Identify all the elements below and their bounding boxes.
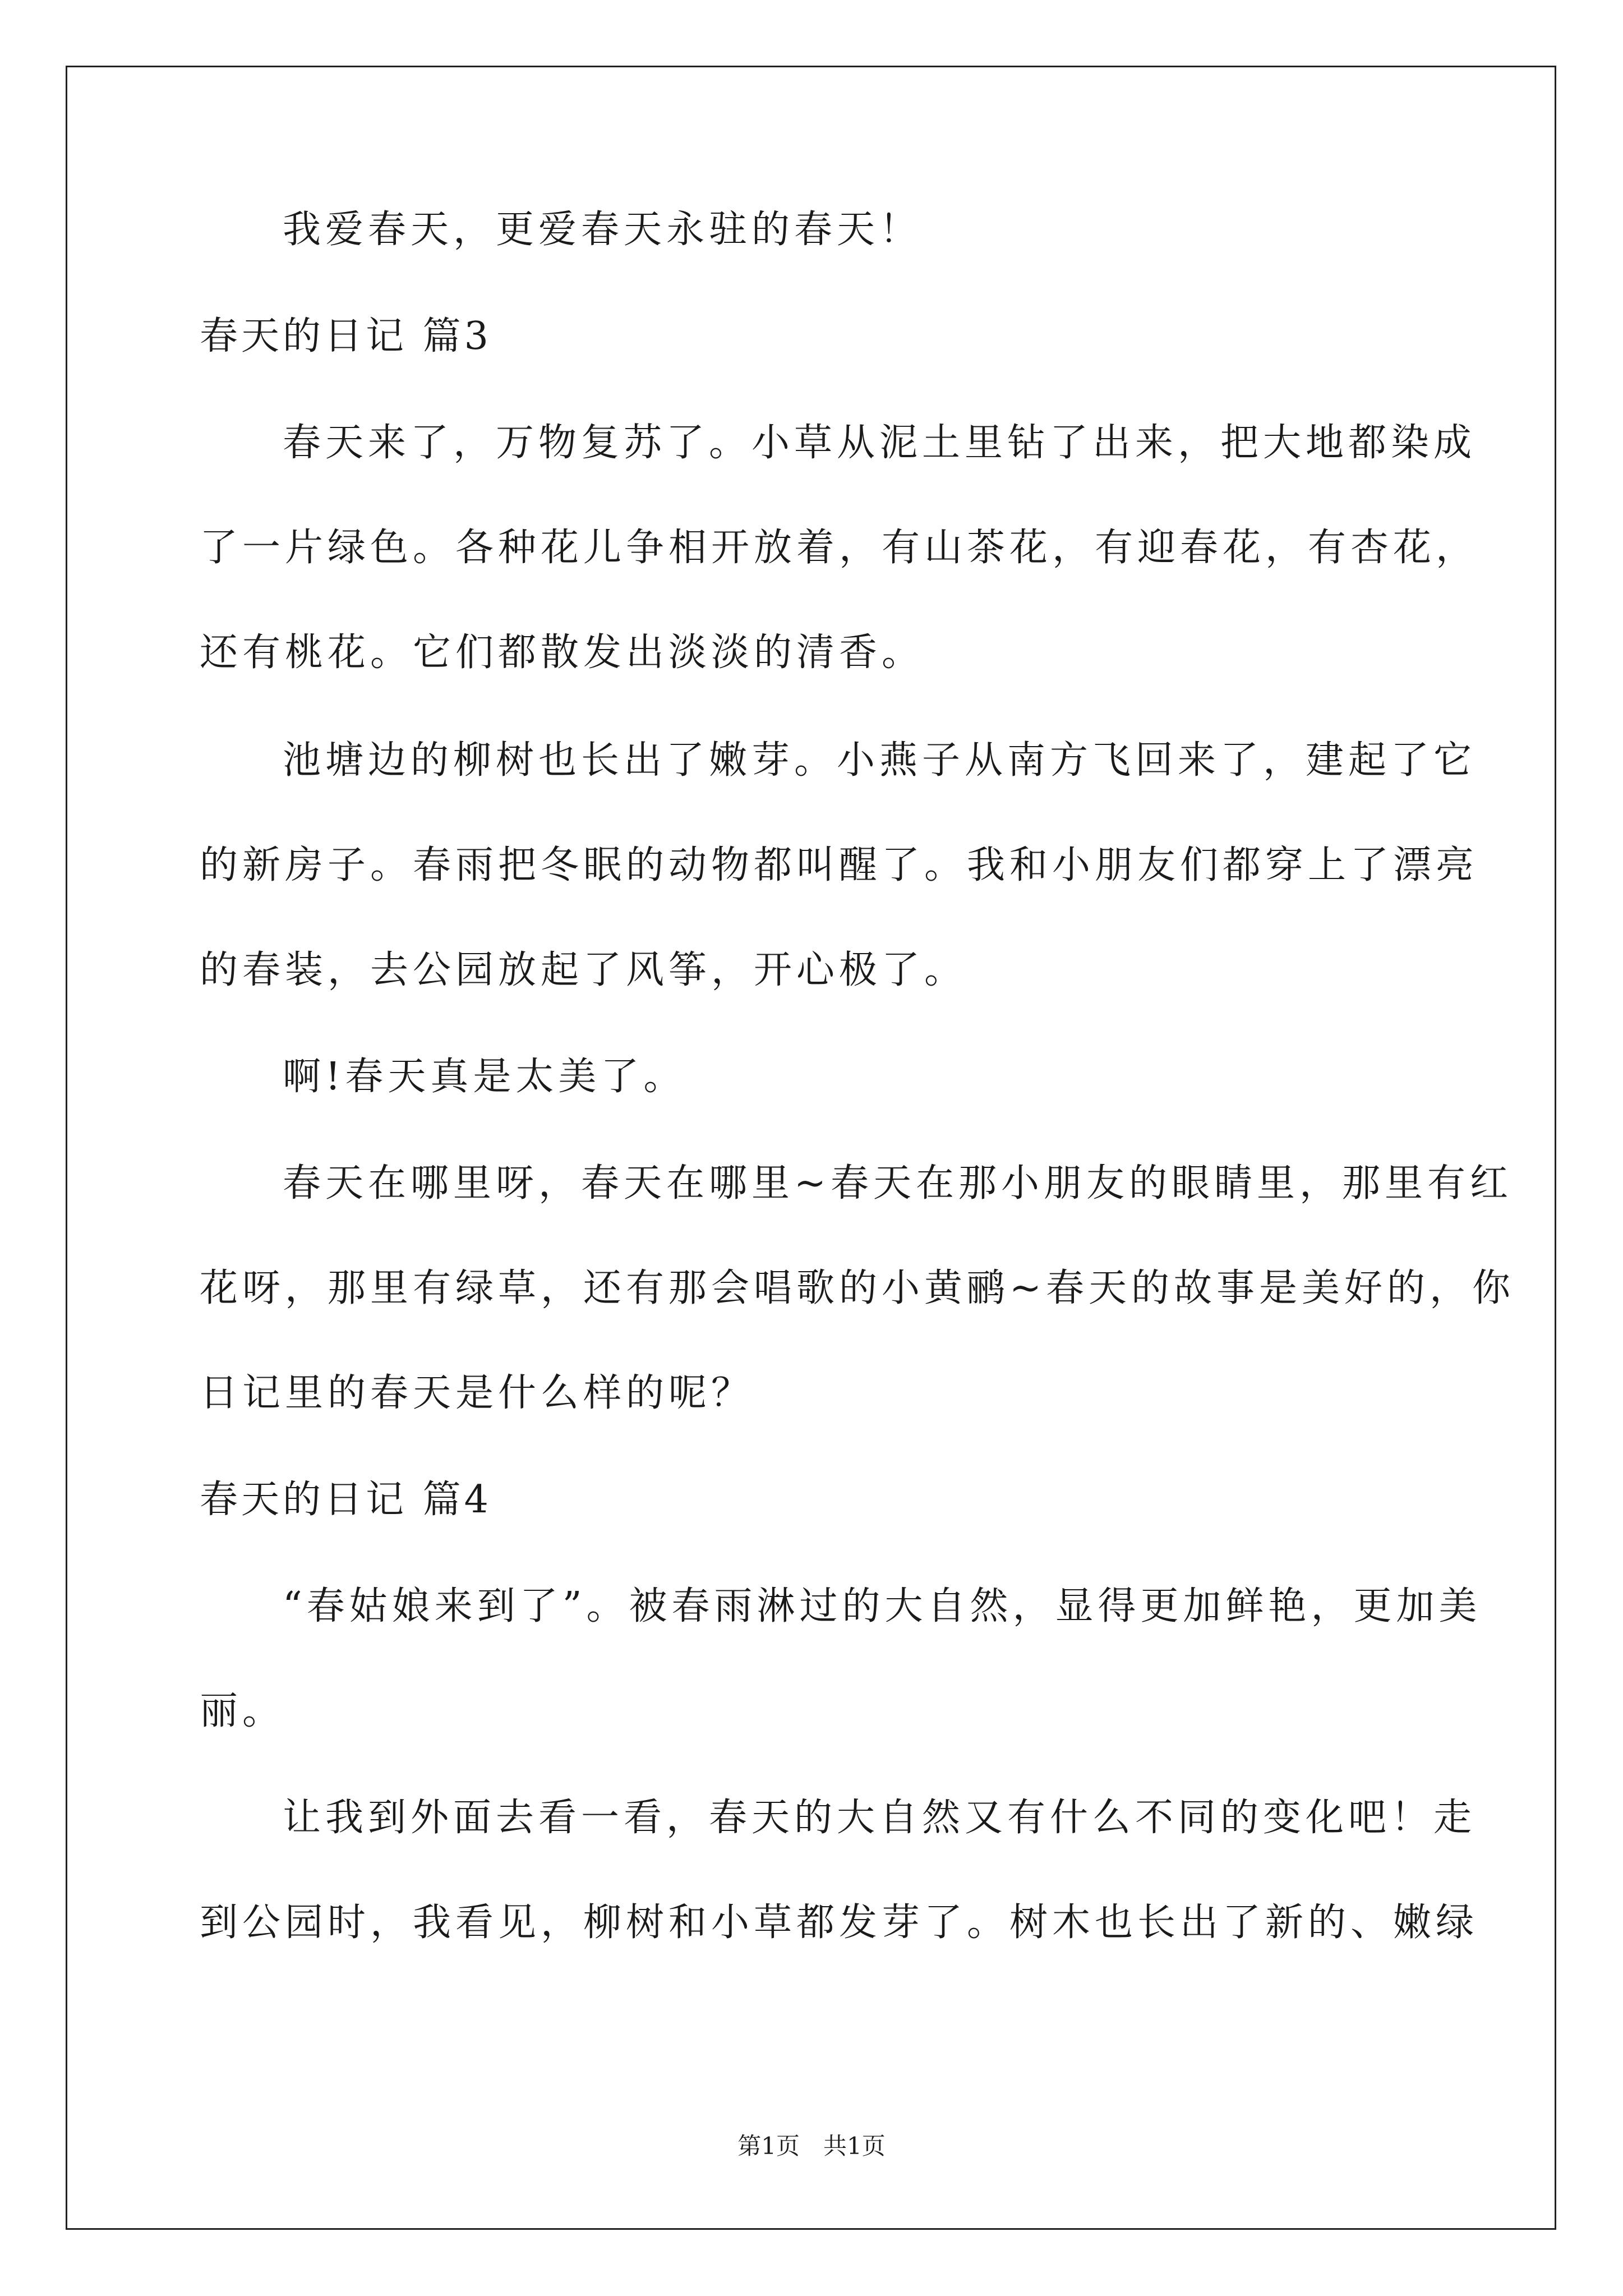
page-number-footer: 第1页 共1页 [737, 2132, 886, 2160]
section-heading: 春天的日记 篇3 [200, 314, 492, 358]
paragraph-line: 的新房子。春雨把冬眠的动物都叫醒了。我和小朋友们都穿上了漂亮 [200, 843, 1479, 887]
paragraph-line: 到公园时，我看见，柳树和小草都发芽了。树木也长出了新的、嫩绿 [200, 1901, 1479, 1945]
paragraph-line: 春天在哪里呀，春天在哪里~春天在那小朋友的眼睛里，那里有红 [283, 1161, 1513, 1205]
paragraph-line: 花呀，那里有绿草，还有那会唱歌的小黄鹂~春天的故事是美好的，你 [200, 1266, 1515, 1310]
paragraph-line: 日记里的春天是什么样的呢？ [200, 1371, 754, 1415]
paragraph-line: 了一片绿色。各种花儿争相开放着，有山茶花，有迎春花，有杏花， [200, 526, 1479, 570]
paragraph-line: 丽。 [200, 1689, 285, 1733]
section-heading: 春天的日记 篇4 [200, 1478, 492, 1522]
paragraph-line: “春姑娘来到了”。被春雨淋过的大自然，显得更加鲜艳，更加美 [283, 1584, 1482, 1628]
paragraph-line: 还有桃花。它们都散发出淡淡的清香。 [200, 631, 925, 675]
paragraph-line: 池塘边的柳树也长出了嫩芽。小燕子从南方飞回来了，建起了它 [283, 738, 1477, 783]
paragraph-line: 啊!春天真是太美了。 [283, 1055, 686, 1099]
paragraph-line: 春天来了，万物复苏了。小草从泥土里钻了出来，把大地都染成 [283, 421, 1477, 465]
paragraph-line: 我爱春天，更爱春天永驻的春天！ [283, 208, 923, 252]
paragraph-line: 的春装，去公园放起了风筝，开心极了。 [200, 948, 967, 992]
paragraph-line: 让我到外面去看一看，春天的大自然又有什么不同的变化吧！走 [283, 1796, 1477, 1840]
